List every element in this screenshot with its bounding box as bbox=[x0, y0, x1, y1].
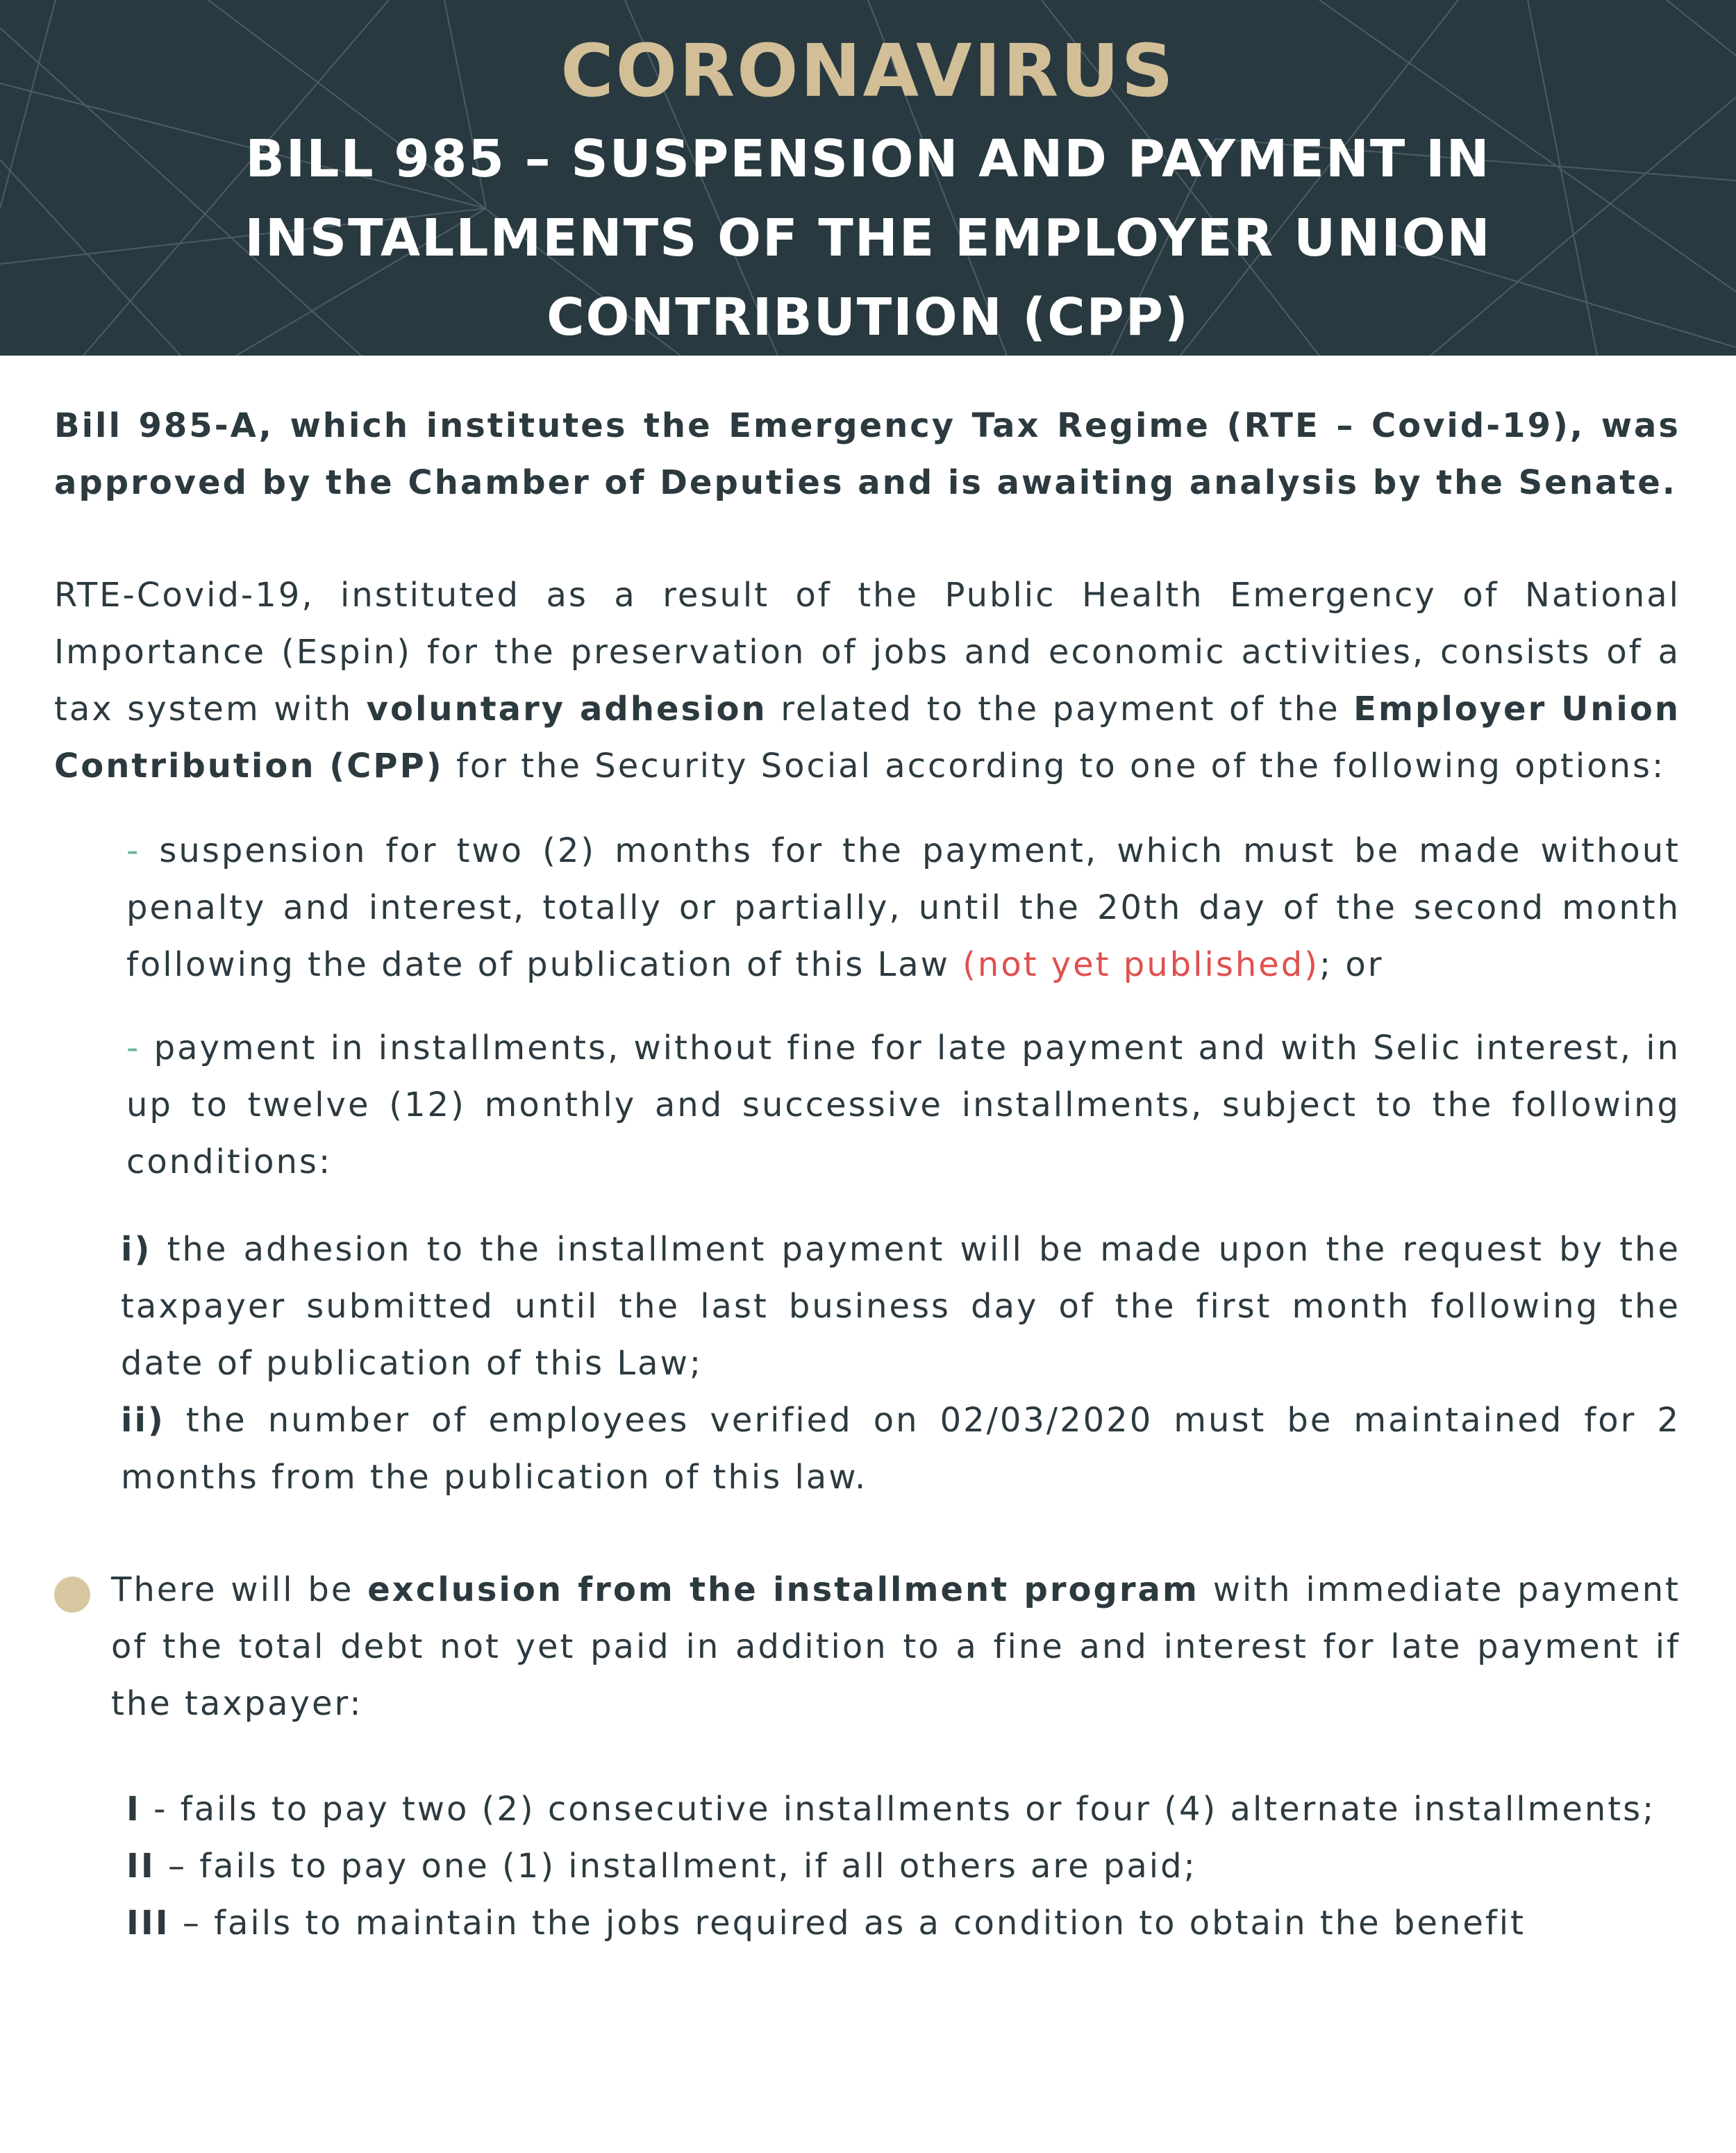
option-dash: - bbox=[126, 831, 141, 870]
condition-number: i) bbox=[121, 1230, 152, 1269]
option-text-after: ; or bbox=[1319, 945, 1384, 984]
document-body bbox=[0, 356, 1736, 1952]
header-kicker: CORONAVIRUS bbox=[560, 28, 1176, 113]
option-text: payment in installments, without fine for late payment and with Selic interest, in up to twelve (12) monthly and successive installments, subject to the following conditions: bbox=[126, 1029, 1680, 1181]
exclusion-item bbox=[126, 1895, 1680, 1952]
option-text: suspension for two (2) months for the payment, which must be made without penalty and interest, totally or partially, until the 20th day of the second month following the date of publication of this Law bbox=[126, 831, 1680, 984]
exclusion-item bbox=[126, 1838, 1680, 1895]
intro-bold-voluntary-adhesion: voluntary adhesion bbox=[366, 690, 767, 729]
header-title: BILL 985 – SUSPENSION AND PAYMENT IN INSTALLMENTS OF THE EMPLOYER UNION CONTRIBUTION (CPP) bbox=[244, 129, 1492, 347]
condition-item bbox=[121, 1221, 1680, 1392]
not-yet-published-note: (not yet published) bbox=[962, 945, 1319, 984]
exclusion-conditions-list bbox=[126, 1781, 1680, 1952]
option-installments bbox=[126, 1020, 1680, 1190]
exclusion-item bbox=[126, 1781, 1680, 1838]
exclusion-bullet bbox=[54, 1561, 1680, 1732]
exclusion-bold: exclusion from the installment program bbox=[367, 1570, 1199, 1609]
bullet-dot-icon bbox=[54, 1577, 90, 1613]
option-suspension bbox=[126, 822, 1680, 993]
exclusion-item-number: I bbox=[126, 1790, 141, 1829]
intro-paragraph bbox=[54, 567, 1680, 795]
intro-text-2: related to the payment of the bbox=[767, 690, 1354, 729]
option-dash: - bbox=[126, 1029, 141, 1067]
condition-text: the number of employees verified on 02/03/2020 must be maintained for 2 months from the publication of this law. bbox=[121, 1401, 1680, 1497]
exclusion-item-text: – fails to maintain the jobs required as a condition to obtain the benefit bbox=[169, 1904, 1526, 1943]
exclusion-text-2: with immediate payment of the total debt not yet paid in addition to a fine and interest for late payment if the taxpayer: bbox=[111, 1570, 1680, 1723]
intro-text-1: RTE-Covid-19, instituted as a result of the Public Health Emergency of National Importance (Espin) for the preservation of jobs and economic activities, consists of a tax system with bbox=[54, 576, 1680, 729]
condition-number: ii) bbox=[121, 1401, 165, 1440]
exclusion-item-text: - fails to pay two (2) consecutive installments or four (4) alternate installments; bbox=[140, 1790, 1656, 1829]
header-banner bbox=[0, 0, 1736, 356]
condition-item bbox=[121, 1392, 1680, 1506]
exclusion-item-text: – fails to pay one (1) installment, if all others are paid; bbox=[155, 1847, 1197, 1886]
condition-text: the adhesion to the installment payment will be made upon the request by the taxpayer submitted until the last business day of the first month following the date of publication of this Law; bbox=[121, 1230, 1680, 1383]
conditions-list bbox=[121, 1221, 1680, 1506]
intro-text-3: for the Security Social according to one of the following options: bbox=[443, 747, 1666, 785]
intro-bold-cpp: Employer Union Contribution (CPP) bbox=[54, 690, 1681, 785]
exclusion-text-1: There will be bbox=[111, 1570, 368, 1609]
exclusion-item-number: III bbox=[126, 1904, 170, 1943]
exclusion-item-number: II bbox=[126, 1847, 156, 1886]
lead-paragraph: Bill 985-A, which institutes the Emergency Tax Regime (RTE – Covid-19), was approved by the Chamber of Deputies and is awaiting analysis by the Senate. bbox=[54, 406, 1680, 502]
